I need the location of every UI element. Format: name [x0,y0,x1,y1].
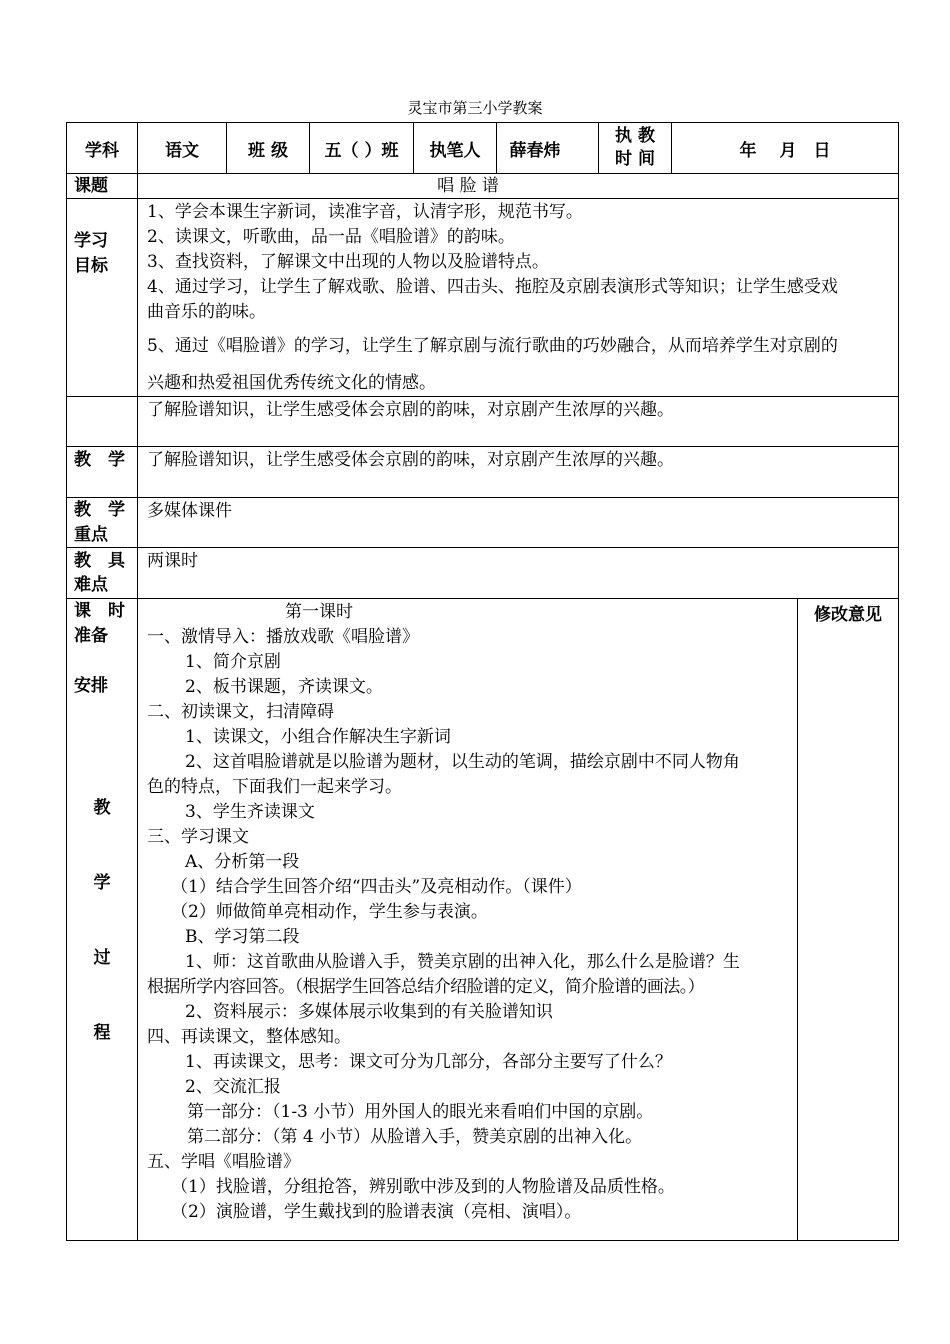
process-line: 2、资料展示：多媒体展示收集到的有关脸谱知识 [185,1002,553,1022]
key-points-label-top: 教 学 [74,450,125,470]
objective-item: 3、查找资料，了解课文中出现的人物以及脸谱特点。 [147,252,549,272]
process-line: 三、学习课文 [147,827,249,847]
materials-label-bottom: 准备 [74,626,108,646]
process-line: 3、学生齐读课文 [185,802,315,822]
subject-label: 学科 [85,140,119,161]
author-label: 执笔人 [429,140,481,161]
process-line: B、学习第二段 [185,927,300,947]
process-label-char: 过 [93,947,111,968]
objective-item: 1、学会本课生字新词，读准字音，认清字形，规范书写。 [147,202,583,222]
teaching-time-label [599,123,671,173]
revision-label: 修改意见 [814,604,882,625]
teaching-time-label-bottom: 时 间 [615,149,655,169]
process-label-char: 学 [93,872,111,893]
teaching-time-label-top: 执 教 [615,126,655,146]
process-line: 色的特点，下面我们一起来学习。 [147,777,402,797]
objectives-label-top: 学习 [74,231,108,251]
process-line: 2、这首唱脸谱就是以脸谱为题材，以生动的笔调，描绘京剧中不同人物角 [185,752,740,772]
date-value: 年 月 日 [739,140,831,161]
process-line: 第一部分：（1-3 小节）用外国人的眼光来看咱们中国的京剧。 [187,1102,654,1122]
materials-value: 多媒体课件 [147,501,232,521]
schedule-label-top: 课 时 [74,601,125,621]
process-line: 四、再读课文，整体感知。 [147,1027,351,1047]
difficulties-label-top: 教 学 [74,500,125,520]
subject-value: 语文 [165,140,199,161]
author-value: 薛春炜 [509,140,561,161]
difficulties-label-bottom: 难点 [74,575,108,595]
objective-item: 曲音乐的韵味。 [147,302,266,322]
class-label: 班 级 [248,140,288,161]
topic-value: 唱 脸 谱 [437,176,499,196]
process-line: （1）找脸谱，分组抢答，辨别歌中涉及到的人物脸谱及品质性格。 [171,1177,675,1197]
process-line: 一、激情导入：播放戏歌《唱脸谱》 [147,627,419,647]
process-label-char: 教 [93,797,111,818]
objectives-list [147,200,895,396]
difficulties-value: 了解脸谱知识，让学生感受体会京剧的韵味，对京剧产生浓厚的兴趣。 [147,450,674,470]
process-line: 2、板书课题，齐读课文。 [185,677,383,697]
objective-item: 4、通过学习，让学生了解戏歌、脸谱、四击头、拖腔及京剧表演形式等知识；让学生感受戏 [147,277,838,297]
schedule-label-bottom: 安排 [74,676,108,696]
process-content [147,600,795,1225]
process-line: A、分析第一段 [185,852,300,872]
process-line: 二、初读课文，扫清障碍 [147,702,334,722]
materials-label-top: 教 具 [74,551,125,571]
schedule-label [74,549,130,724]
page-title: 灵宝市第三小学教案 [407,99,543,117]
key-points-value: 了解脸谱知识，让学生感受体会京剧的韵味，对京剧产生浓厚的兴趣。 [147,400,674,420]
objective-item: 兴趣和热爱祖国优秀传统文化的情感。 [147,373,436,393]
process-line: 2、交流汇报 [185,1077,281,1097]
class-value: 五（ ）班 [324,140,399,161]
key-points-label-bottom: 重点 [74,525,108,545]
process-line: （1）结合学生回答介绍“四击头”及亮相动作。（课件） [171,877,582,897]
objective-item: 2、读课文，听歌曲，品一品《唱脸谱》的韵味。 [147,227,515,247]
process-line: （2）师做简单亮相动作，学生参与表演。 [171,902,488,922]
process-line: 1、再读课文，思考：课文可分为几部分，各部分主要写了什么？ [185,1052,672,1072]
objectives-label [74,229,130,279]
schedule-value: 两课时 [147,551,198,571]
process-line: （2）演脸谱，学生戴找到的脸谱表演（亮相、演唱）。 [171,1202,582,1222]
process-line: 五、学唱《唱脸谱》 [147,1152,300,1172]
process-line: 1、师：这首歌曲从脸谱入手，赞美京剧的出神入化，那么什么是脸谱？生 [185,952,740,972]
objectives-label-bottom: 目标 [74,256,108,276]
process-line: 第一课时 [285,602,353,622]
process-line: 1、简介京剧 [185,652,281,672]
process-line: 第二部分：（第 4 小节）从脸谱入手，赞美京剧的出神入化。 [187,1127,643,1147]
objective-item: 5、通过《唱脸谱》的学习，让学生了解京剧与流行歌曲的巧妙融合，从而培养学生对京剧的 [147,336,838,356]
topic-label: 课题 [74,176,108,196]
process-label-char: 程 [93,1022,111,1043]
process-line: 根据所学内容回答。（根据学生回答总结介绍脸谱的定义，简介脸谱的画法。） [147,977,704,997]
process-line: 1、读课文，小组合作解决生字新词 [185,727,451,747]
